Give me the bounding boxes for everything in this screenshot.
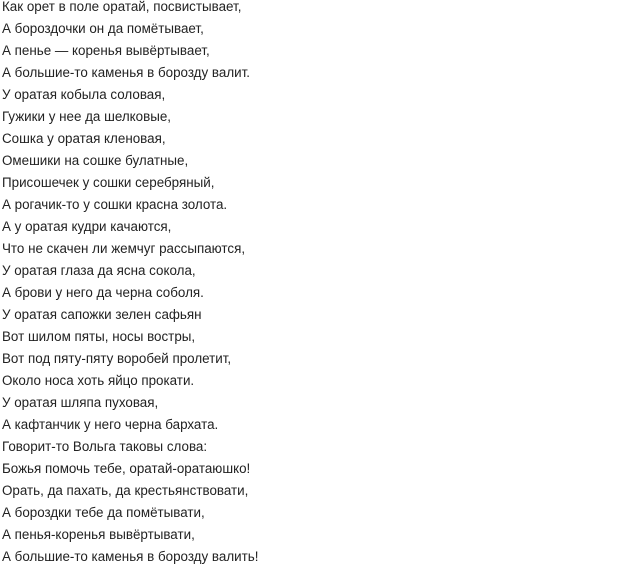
poem-line: Что не скачен ли жемчуг рассыпаются, [2,241,246,256]
poem-line: Около носа хоть яйцо прокати. [2,373,195,388]
poem-line: Божья помочь тебе, оратай-оратаюшко! [2,461,251,476]
poem-line: Говорит-то Вольга таковы слова: [2,439,208,454]
poem-line: А пенье — коренья вывёртывает, [2,43,210,58]
poem-line: А у оратая кудри качаются, [2,219,172,234]
poem-line: А пенья-коренья вывёртывати, [2,527,195,542]
poem-line: А большие-то каменья в борозду валить! [2,549,259,564]
poem-line: У оратая кобыла соловая, [2,87,166,102]
poem-text [2,0,258,568]
poem-line: А бороздочки он да помётывает, [2,21,204,36]
poem-line: А кафтанчик у него черна бархата. [2,417,219,432]
poem-line: А брови у него да черна соболя. [2,285,204,300]
poem-line: Гужики у нее да шелковые, [2,109,172,124]
poem-line: Присошечек у сошки серебряный, [2,175,215,190]
poem-line: У оратая глаза да ясна сокола, [2,263,196,278]
poem-line: У оратая шляпа пуховая, [2,395,159,410]
poem-line: Вот шилом пяты, носы востры, [2,329,196,344]
poem-line: У оратая сапожки зелен сафьян [2,307,202,322]
poem-line: Сошка у оратая кленовая, [2,131,166,146]
poem-line: Орать, да пахать, да крестьянствовати, [2,483,249,498]
poem-line: Омешики на сошке булатные, [2,153,189,168]
poem-line: А рогачик-то у сошки красна золота. [2,197,228,212]
poem-line: А большие-то каменья в борозду валит. [2,65,250,80]
poem-line: Как орет в поле оратай, посвистывает, [2,0,242,14]
poem-line: Вот под пяту-пяту воробей пролетит, [2,351,232,366]
poem-line: А бороздки тебе да помётывати, [2,505,205,520]
